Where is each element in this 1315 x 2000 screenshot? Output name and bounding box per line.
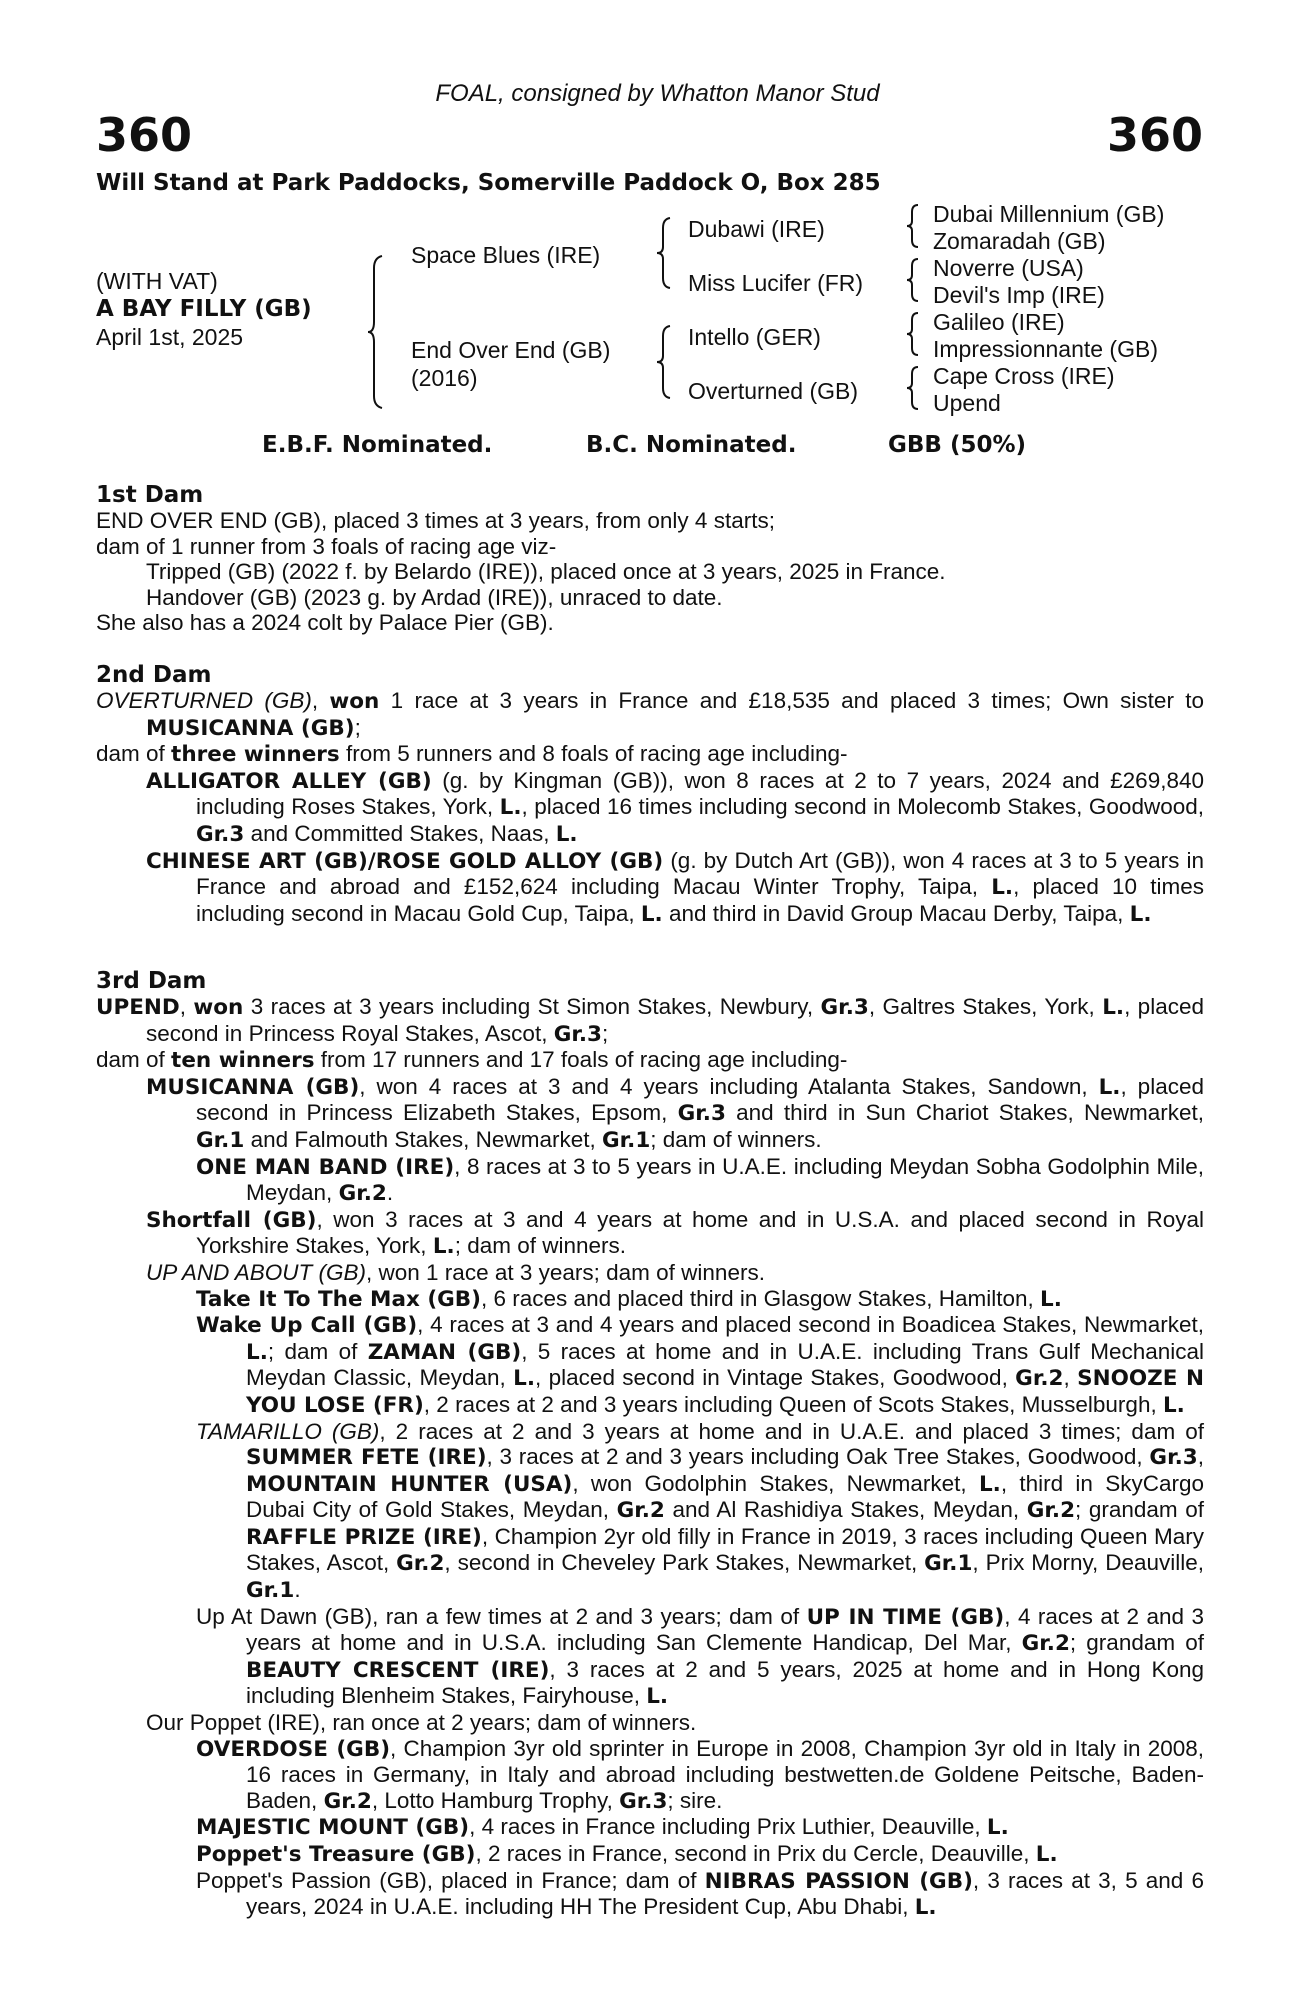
- text: ;: [602, 1020, 609, 1046]
- produce-entry: [96, 1312, 1204, 1418]
- text: , placed second in Vintage Stakes, Goodwood,: [535, 1365, 1016, 1391]
- bracket-g3: [906, 311, 920, 357]
- text: , won Godolphin Stakes, Newmarket,: [572, 1470, 979, 1496]
- ancestor-5: Galileo (IRE): [933, 309, 1065, 335]
- text: (g. by Dutch Art (GB)), won 4 races at 3 to 5 years in France and abroad and £152,624 including Macau Winter Trophy, Taipa,: [196, 847, 1204, 900]
- produce-note: She also has a 2024 colt by Palace Pier (GB).: [96, 610, 554, 636]
- text: from 17 runners and 17 foals of racing age including-: [314, 1047, 848, 1073]
- text: , 4 races in France including Prix Luthier, Deauville,: [469, 1814, 987, 1840]
- sire: Space Blues (IRE): [411, 242, 601, 268]
- produce-entry: [96, 1074, 1204, 1154]
- text: ,: [179, 994, 194, 1019]
- first-dam-produce-summary: dam of 1 runner from 3 foals of racing age viz-: [96, 533, 557, 559]
- text: (g. by Kingman (GB)), won 8 races at 2 to 7 years, 2024 and £269,840 including Roses Stakes, York,: [196, 767, 1205, 820]
- text: dam of: [96, 741, 172, 767]
- text: , placed second in Princess Royal Stakes, Ascot,: [146, 994, 1204, 1046]
- text: and third in David Group Macau Derby, Taipa,: [662, 900, 1130, 926]
- lot-title: A BAY FILLY (GB): [96, 296, 312, 322]
- ancestor-3: Noverre (USA): [933, 255, 1084, 281]
- horse-name: ZAMAN (GB): [367, 1339, 522, 1365]
- horse-name: NIBRAS PASSION (GB): [704, 1868, 973, 1894]
- text: ; dam of: [267, 1338, 368, 1364]
- text: ; dam of winners.: [454, 1233, 627, 1259]
- text: , 6 races and placed third in Glasgow Stakes, Hamilton,: [481, 1285, 1041, 1311]
- produce-entry: Handover (GB) (2023 g. by Ardad (IRE)), unraced to date.: [146, 584, 723, 610]
- sire-sire: Dubawi (IRE): [688, 216, 825, 242]
- lot-number-left: 360: [96, 108, 193, 162]
- text: 3 races at 3 years including St Simon Stakes, Newbury,: [243, 994, 821, 1019]
- produce-entry: [96, 1419, 1204, 1604]
- text: Gr.3: [553, 1021, 603, 1047]
- horse-name: UP AND ABOUT (GB): [146, 1259, 367, 1285]
- produce-entry: Our Poppet (IRE), ran once at 2 years; dam of winners.: [146, 1710, 697, 1736]
- horse-name: CHINESE ART (GB)/ROSE GOLD ALLOY (GB): [146, 848, 664, 874]
- foaling-date: April 1st, 2025: [96, 324, 244, 350]
- dam: End Over End (GB): [411, 337, 611, 363]
- dam-dam: Overturned (GB): [688, 378, 858, 404]
- text: , Prix Morny, Deauville,: [972, 1550, 1204, 1576]
- text: , placed 10 times including second in Macau Gold Cup, Taipa,: [196, 874, 1204, 926]
- horse-name: SNOOZE N YOU LOSE (FR): [246, 1366, 1204, 1418]
- text: L.: [1102, 995, 1125, 1020]
- text: , won 3 races at 3 and 4 years at home and in U.S.A. and placed second in Royal Yorkshire Stakes, York,: [196, 1206, 1205, 1259]
- horse-name: ONE MAN BAND (IRE): [196, 1154, 455, 1180]
- text: Gr.2: [1026, 1498, 1076, 1524]
- text: , 3 races at 3, 5 and 6 years, 2024 in U.A.E. including HH The President Cup, Abu Dhabi,: [246, 1867, 1205, 1920]
- produce-entry: [96, 1868, 1204, 1921]
- gbb-note: GBB (50%): [888, 432, 1027, 458]
- text: L.: [555, 821, 578, 847]
- text: , 4 races at 3 and 4 years and placed second in Boadicea Stakes, Newmarket,: [417, 1312, 1204, 1338]
- horse-name: TAMARILLO (GB): [196, 1418, 380, 1444]
- bracket-dam: [656, 324, 676, 400]
- text: Poppet's Passion (GB), placed in France; dam of: [196, 1867, 705, 1893]
- text: , Champion 3yr old sprinter in Europe in 2008, Champion 3yr old in Italy in 2008, 16 races in Germany, in Italy and abroad including bestwetten.de Goldene Peitsche, Baden-Baden,: [246, 1735, 1204, 1813]
- vat-note: (WITH VAT): [96, 268, 218, 294]
- produce-entry: [96, 1841, 1204, 1868]
- first-dam-line: END OVER END (GB), placed 3 times at 3 years, from only 4 starts;: [96, 508, 775, 533]
- text: ; grandam of: [1069, 1630, 1204, 1656]
- second-dam-produce-summary: [96, 741, 1204, 768]
- lot-number-right: 360: [1106, 108, 1203, 162]
- text: Gr.3: [196, 821, 245, 847]
- produce-entry: Tripped (GB) (2022 f. by Belardo (IRE)), placed once at 3 years, 2025 in France.: [146, 559, 946, 585]
- text: Gr.1: [601, 1127, 651, 1153]
- ancestor-7: Cape Cross (IRE): [933, 363, 1115, 389]
- first-dam-heading: 1st Dam: [96, 482, 204, 508]
- ebf-nomination: E.B.F. Nominated.: [262, 432, 493, 458]
- second-dam-record: [96, 688, 1204, 741]
- bracket-g4: [906, 365, 920, 411]
- text: , 4 races at 2 and 3 years at home and in U.S.A. including San Clemente Handicap, Del Mar,: [246, 1603, 1204, 1656]
- text: Gr.2: [1015, 1366, 1064, 1392]
- text: Gr.2: [616, 1498, 665, 1524]
- text: ,: [1063, 1365, 1078, 1391]
- ancestor-8: Upend: [933, 390, 1001, 416]
- text: , placed second in Princess Elizabeth Stakes, Epsom,: [196, 1073, 1204, 1126]
- produce-entry: [96, 1814, 1204, 1841]
- text: L.: [246, 1339, 268, 1365]
- text: L.: [978, 1471, 1001, 1497]
- text: Gr.2: [396, 1551, 445, 1577]
- horse-name: Poppet's Treasure (GB): [196, 1842, 476, 1867]
- text: three winners: [171, 742, 340, 768]
- ancestor-1: Dubai Millennium (GB): [933, 201, 1165, 227]
- text: L.: [513, 1366, 536, 1392]
- second-dam-heading: 2nd Dam: [96, 662, 212, 688]
- text: Gr.1: [924, 1551, 973, 1577]
- horse-name: Shortfall (GB): [146, 1207, 317, 1233]
- produce-entry: [96, 1604, 1204, 1710]
- text: and Falmouth Stakes, Newmarket,: [244, 1126, 602, 1152]
- text: Gr.3: [1149, 1445, 1198, 1471]
- text: L.: [914, 1895, 937, 1921]
- produce-entry: [96, 1207, 1204, 1260]
- horse-name: OVERDOSE (GB): [196, 1736, 391, 1762]
- text: , 3 races at 2 and 5 years, 2025 at home and in Hong Kong including Blenheim Stakes, Fairyhouse,: [246, 1656, 1204, 1709]
- horse-name: Take It To The Max (GB): [196, 1286, 482, 1312]
- text: Gr.3: [820, 995, 869, 1020]
- bracket-g2: [906, 257, 920, 303]
- text: and third in Sun Chariot Stakes, Newmarket,: [725, 1100, 1204, 1126]
- text: Gr.3: [619, 1788, 668, 1814]
- dam-name: OVERTURNED (GB): [96, 688, 312, 713]
- ancestor-6: Impressionnante (GB): [933, 336, 1158, 362]
- produce-entry: [96, 1286, 1204, 1313]
- produce-entry: [96, 1260, 1204, 1286]
- text: Gr.2: [323, 1788, 372, 1814]
- text: ; sire.: [667, 1787, 723, 1813]
- text: ,: [1197, 1444, 1204, 1470]
- bracket-sire: [656, 216, 676, 290]
- text: won: [193, 995, 244, 1020]
- stand-location: Will Stand at Park Paddocks, Somerville Paddock O, Box 285: [96, 170, 881, 196]
- text: won: [329, 689, 380, 714]
- text: , placed 16 times including second in Molecomb Stakes, Goodwood,: [521, 794, 1204, 820]
- text: 1 race at 3 years in France and £18,535 and placed 3 times; Own sister to: [379, 688, 1204, 713]
- text: .: [386, 1180, 394, 1206]
- text: and Al Rashidiya Stakes, Meydan,: [664, 1497, 1027, 1523]
- text: Up At Dawn (GB), ran a few times at 2 and 3 years; dam of: [196, 1603, 807, 1629]
- horse-name: RAFFLE PRIZE (IRE): [246, 1524, 482, 1550]
- third-dam-record: [96, 994, 1204, 1047]
- ancestor-2: Zomaradah (GB): [933, 228, 1106, 254]
- text: , 2 races at 2 and 3 years including Queen of Scots Stakes, Musselburgh,: [423, 1391, 1163, 1417]
- text: , third in SkyCargo Dubai City of Gold Stakes, Meydan,: [246, 1470, 1204, 1523]
- text: and Committed Stakes, Naas,: [244, 820, 556, 846]
- text: L.: [1098, 1074, 1121, 1100]
- text: L.: [499, 795, 522, 821]
- text: , second in Cheveley Park Stakes, Newmarket,: [444, 1550, 925, 1576]
- text: , 2 races at 2 and 3 years at home and in U.A.E. and placed 3 times; dam of: [379, 1418, 1204, 1444]
- bracket-g1: [906, 203, 920, 249]
- text: Gr.3: [677, 1101, 726, 1127]
- text: L.: [1129, 901, 1152, 927]
- text: ;: [354, 714, 361, 740]
- text: L.: [640, 901, 663, 927]
- text: L.: [986, 1815, 1009, 1841]
- ancestor-4: Devil's Imp (IRE): [933, 282, 1105, 308]
- text: , Champion 2yr old filly in France in 2019, 3 races including Queen Mary Stakes, Ascot,: [246, 1523, 1204, 1576]
- text: , 2 races in France, second in Prix du Cercle, Deauville,: [475, 1841, 1036, 1866]
- bracket-gen1: [368, 254, 388, 410]
- sire-dam: Miss Lucifer (FR): [688, 270, 864, 296]
- consignor-line: FOAL, consigned by Whatton Manor Stud: [435, 80, 880, 107]
- text: , 5 races at home and in U.A.E. including Trans Gulf Mechanical Meydan Classic, Meydan,: [246, 1338, 1205, 1391]
- text: , 3 races at 2 and 3 years including Oak Tree Stakes, Goodwood,: [486, 1444, 1150, 1470]
- third-dam-produce-summary: [96, 1047, 1204, 1074]
- horse-name: MUSICANNA (GB): [146, 715, 355, 741]
- produce-entry: [96, 1736, 1204, 1815]
- horse-name: UP IN TIME (GB): [806, 1604, 1005, 1630]
- horse-name: ALLIGATOR ALLEY (GB): [146, 768, 432, 794]
- text: dam of: [96, 1047, 172, 1073]
- horse-name: MOUNTAIN HUNTER (USA): [246, 1471, 573, 1497]
- text: Gr.2: [1021, 1631, 1070, 1657]
- text: ; dam of winners.: [650, 1126, 822, 1152]
- horse-name: BEAUTY CRESCENT (IRE): [246, 1657, 550, 1683]
- second-dam-section: [96, 688, 1204, 927]
- third-dam-heading: 3rd Dam: [96, 968, 207, 994]
- text: ; grandam of: [1075, 1497, 1204, 1523]
- text: , won 4 races at 3 and 4 years including Atalanta Stakes, Sandown,: [359, 1073, 1099, 1099]
- text: , 8 races at 3 to 5 years in U.A.E. including Meydan Sobha Godolphin Mile, Meydan,: [246, 1153, 1204, 1206]
- horse-name: MUSICANNA (GB): [146, 1074, 360, 1100]
- dam-year: (2016): [411, 365, 478, 391]
- horse-name: UPEND: [96, 995, 180, 1020]
- produce-entry: [96, 1154, 1204, 1207]
- text: from 5 runners and 8 foals of racing age including-: [339, 741, 848, 767]
- text: , won 1 race at 3 years; dam of winners.: [366, 1259, 765, 1285]
- text: , Galtres Stakes, York,: [868, 994, 1103, 1019]
- text: , Lotto Hamburg Trophy,: [371, 1787, 620, 1813]
- text: ten winners: [171, 1048, 315, 1074]
- produce-entry: [96, 848, 1204, 928]
- produce-entry: [96, 768, 1204, 848]
- horse-name: Wake Up Call (GB): [196, 1313, 418, 1339]
- first-dam-section: [96, 508, 1204, 636]
- text: Gr.2: [338, 1181, 387, 1207]
- text: Gr.1: [246, 1578, 295, 1604]
- text: Gr.1: [196, 1127, 245, 1153]
- text: L.: [991, 875, 1014, 901]
- text: ,: [311, 688, 330, 713]
- text: L.: [1035, 1842, 1058, 1867]
- third-dam-section: [96, 994, 1204, 1921]
- text: L.: [1040, 1286, 1062, 1312]
- text: L.: [646, 1684, 669, 1710]
- horse-name: SUMMER FETE (IRE): [246, 1445, 487, 1471]
- text: L.: [432, 1234, 455, 1260]
- horse-name: MAJESTIC MOUNT (GB): [196, 1815, 470, 1841]
- dam-sire: Intello (GER): [688, 324, 821, 350]
- text: L.: [1162, 1392, 1185, 1418]
- text: .: [294, 1577, 301, 1603]
- bc-nomination: B.C. Nominated.: [586, 432, 797, 458]
